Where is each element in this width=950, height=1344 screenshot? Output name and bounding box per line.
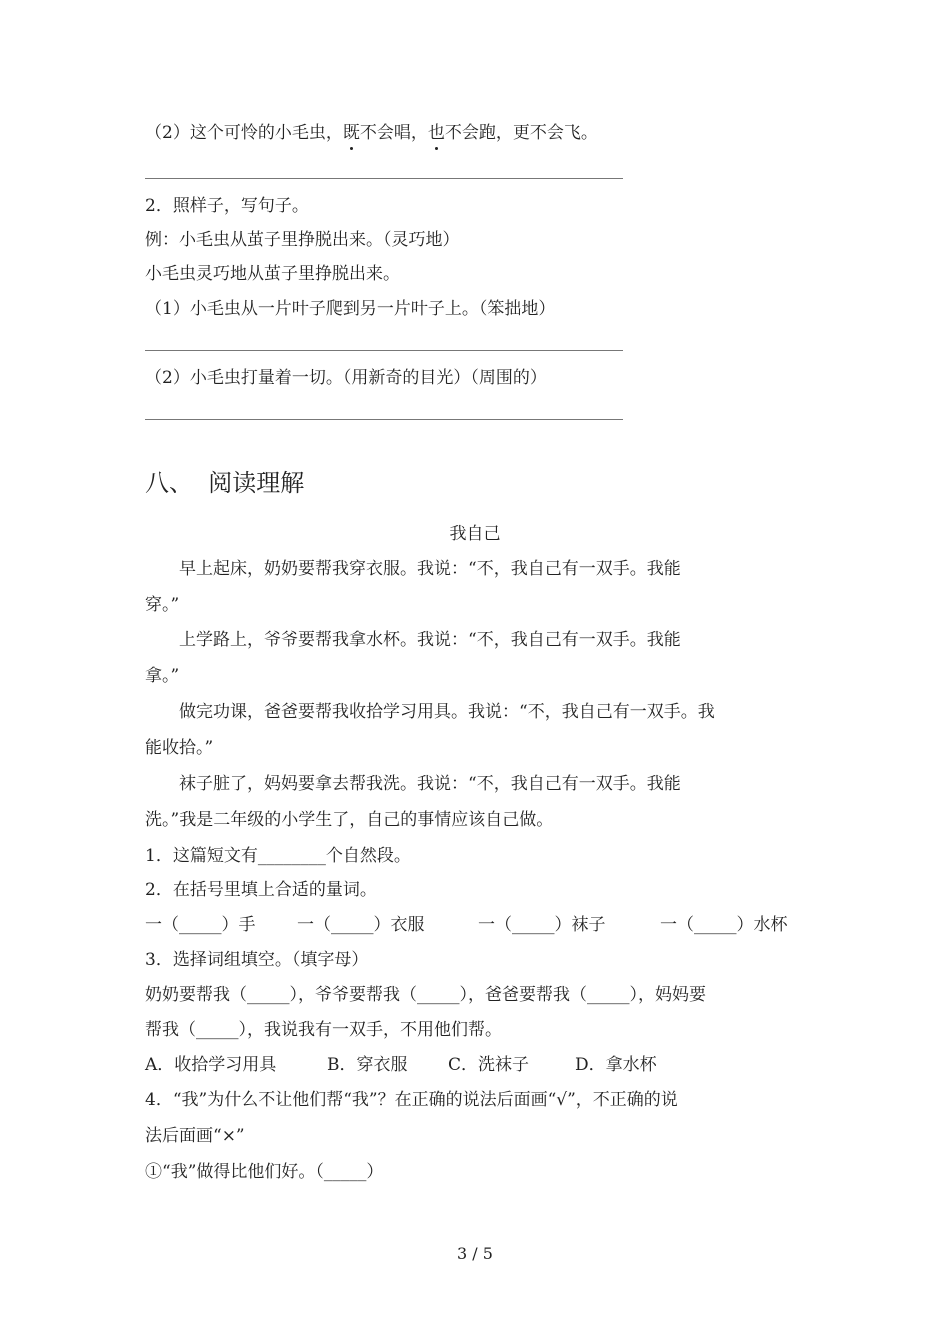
question-3: 3．选择词组填空。（填字母） <box>145 950 369 970</box>
measure-word-item[interactable]: 一（_____）水杯 <box>660 915 788 935</box>
question-4-cont: 法后面画“×” <box>145 1126 245 1146</box>
sentence-2 <box>145 121 598 145</box>
passage-line: 拿。” <box>145 666 180 686</box>
passage-line: 袜子脏了，妈妈要拿去帮我洗。我说：“不，我自己有一双手。我能 <box>179 774 681 794</box>
passage-line: 上学路上，爷爷要帮我拿水杯。我说：“不，我自己有一双手。我能 <box>179 630 681 650</box>
rewrite-sentence-2: （2）小毛虫打量着一切。（用新奇的目光）（周围的） <box>145 368 547 388</box>
answer-line[interactable] <box>145 350 623 351</box>
question-2: 2．在括号里填上合适的量词。 <box>145 880 377 900</box>
question-1: 1．这篇短文有________个自然段。 <box>145 846 411 866</box>
option-a: A．收拾学习用具 <box>145 1055 277 1075</box>
measure-word-item[interactable]: 一（_____）衣服 <box>297 915 425 935</box>
question-3-line[interactable]: 奶奶要帮我（_____），爷爷要帮我（_____），爸爸要帮我（_____），妈妈要 <box>145 985 706 1005</box>
dot-char-ye: 也 <box>427 123 445 143</box>
passage-line: 早上起床，奶奶要帮我穿衣服。我说：“不，我自己有一双手。我能 <box>179 559 681 579</box>
question-3-line[interactable]: 帮我（_____），我说我有一双手，不用他们帮。 <box>145 1020 502 1040</box>
page-number: 3 / 5 <box>457 1244 493 1263</box>
section-title: 阅读理解 <box>208 469 305 497</box>
passage-line: 能收拾。” <box>145 738 214 758</box>
sentence-2-part: 不会跑，更不会飞。 <box>444 123 598 143</box>
answer-line[interactable] <box>145 419 623 420</box>
passage-line: 做完功课，爸爸要帮我收拾学习用具。我说：“不，我自己有一双手。我 <box>179 702 715 722</box>
dot-char-ji: 既 <box>342 123 360 143</box>
measure-word-item[interactable]: 一（_____）袜子 <box>478 915 606 935</box>
answer-line[interactable] <box>145 178 623 179</box>
measure-word-item[interactable]: 一（_____）手 <box>145 915 256 935</box>
sentence-2-part: （2）这个可怜的小毛虫， <box>145 123 343 143</box>
section-number: 八、 <box>145 469 193 497</box>
example-sentence: 例：小毛虫从茧子里挣脱出来。（灵巧地） <box>145 230 460 250</box>
option-d: D．拿水杯 <box>575 1055 657 1075</box>
question-4: 4．“我”为什么不让他们帮“我”？在正确的说法后面画“√”，不正确的说 <box>145 1090 678 1110</box>
rewrite-sentence-1: （1）小毛虫从一片叶子爬到另一片叶子上。（笨拙地） <box>145 299 556 319</box>
passage-line: 穿。” <box>145 595 180 615</box>
question-2-title: 2．照样子，写句子。 <box>145 196 309 216</box>
passage-line: 洗。”我是二年级的小学生了，自己的事情应该自己做。 <box>145 810 554 830</box>
sentence-2-part: 不会唱， <box>359 123 428 143</box>
section-heading <box>145 468 304 498</box>
example-answer: 小毛虫灵巧地从茧子里挣脱出来。 <box>145 264 400 284</box>
passage-title: 我自己 <box>449 524 501 544</box>
option-b: B．穿衣服 <box>327 1055 408 1075</box>
question-4-item-1[interactable]: ①“我”做得比他们好。（_____） <box>145 1162 384 1182</box>
option-c: C．洗袜子 <box>448 1055 530 1075</box>
